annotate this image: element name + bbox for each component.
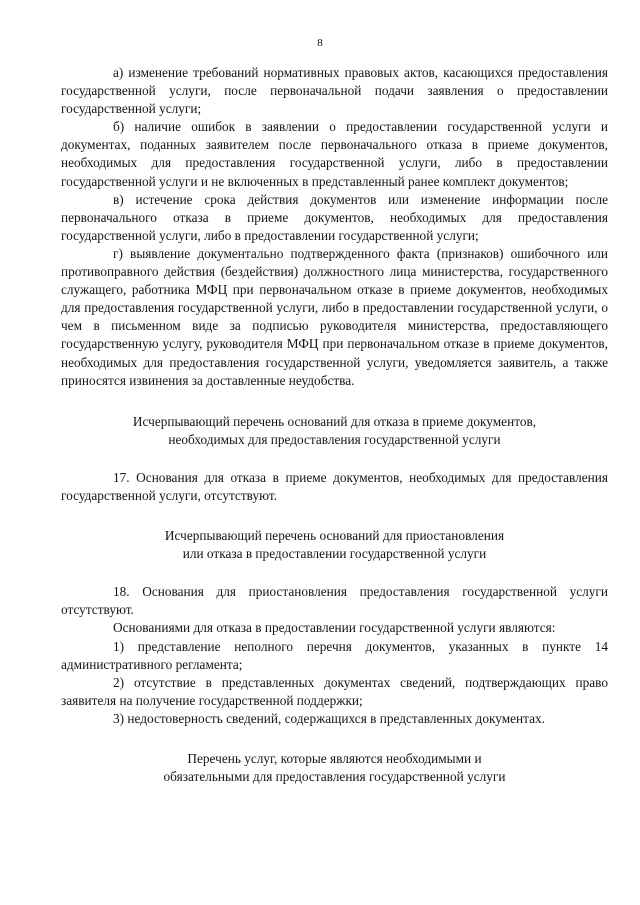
heading-line: необходимых для предоставления государственной услуги [168, 431, 501, 447]
paragraph-18: 18. Основания для приостановления предоставления государственной услуги отсутствуют. [61, 584, 608, 618]
paragraph-ground-2: 2) отсутствие в представленных документах сведений, подтверждающих право заявителя на получение государственной поддержки; [61, 674, 608, 708]
paragraph-ground-3: 3) недостоверность сведений, содержащихся в представленных документах. [113, 710, 545, 726]
section-heading-refusal-documents [61, 413, 608, 449]
heading-line: Исчерпывающий перечень оснований для приостановления [164, 528, 505, 544]
section-heading-suspension [61, 527, 608, 563]
paragraph-ground-1: 1) представление неполного перечня документов, указанных в пункте 14 административного регламента; [61, 638, 608, 672]
document-body [61, 64, 608, 806]
paragraph-item-a: а) изменение требований нормативных правовых актов, касающихся предоставления государственной услуги, после первоначальной подачи заявления о предоставлении государственной услуги; [61, 65, 608, 117]
paragraph-refusal-grounds: Основаниями для отказа в предоставлении государственной услуги являются: [113, 620, 556, 636]
paragraph-item-v: в) истечение срока действия документов или изменение информации после первоначального отказа в приеме документов, необходимых для предоставления государственной услуги, либо в предоставлении государственной услуги; [61, 191, 608, 243]
paragraph-item-g: г) выявление документально подтвержденного факта (признаков) ошибочного или противоправного действия (бездействия) должностного лица министерства, государственного служащего, работника МФЦ при первоначальном отказе в приеме документов, необходимых для предоставления государственной услуги, либо в предоставлении государственной услуги, о чем в письменном виде за подписью руководителя министерства, предоставляющего государственную услугу, руководителя МФЦ при первоначальном отказе в приеме документов, необходимых для предоставления государственной услуги, уведомляется заявитель, а также приносятся извинения за доставленные неудобства. [61, 245, 608, 388]
heading-line: обязательными для предоставления государственной услуги [163, 769, 506, 785]
page-number: 8 [317, 37, 323, 49]
heading-line: Перечень услуг, которые являются необходимыми и [187, 751, 482, 766]
heading-line: Исчерпывающий перечень оснований для отказа в приеме документов, [132, 413, 537, 429]
paragraph-item-b: б) наличие ошибок в заявлении о предоставлении государственной услуги и документах, поданных заявителем после первоначального отказа в приеме документов, необходимых для предоставления государственной услуги, либо в предоставлении государственной услуги и не включенных в представленный ранее комплект документов; [61, 119, 608, 189]
paragraph-17: 17. Основания для отказа в приеме документов, необходимых для предоставления государственной услуги, отсутствуют. [61, 469, 608, 503]
section-heading-required-services [61, 750, 608, 786]
heading-line: или отказа в предоставлении государственной услуги [182, 546, 487, 562]
